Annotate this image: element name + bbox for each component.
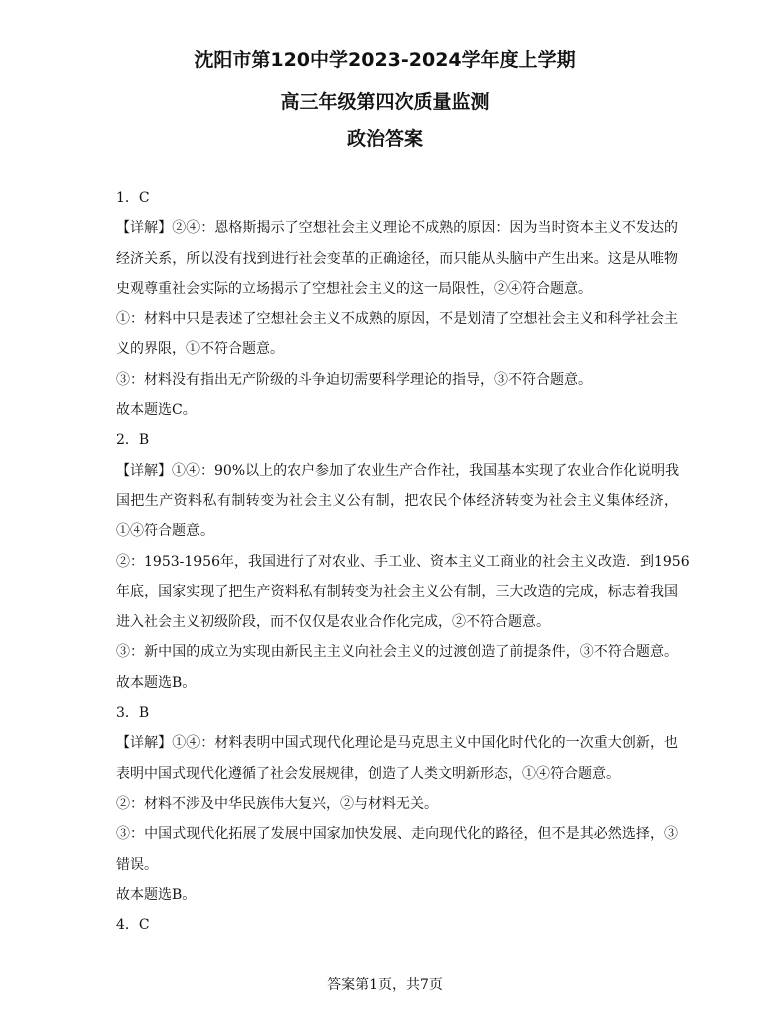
text-line: 【详解】①④：材料表明中国式现代化理论是马克思主义中国化时代化的一次重大创新，也 bbox=[116, 735, 678, 752]
text-line: 3．B bbox=[116, 705, 150, 722]
answer-body bbox=[116, 183, 690, 940]
text-line: 4．C bbox=[116, 917, 150, 934]
text-line: 故本题选B。 bbox=[116, 886, 197, 903]
text-line: 【详解】①④：90%以上的农户参加了农业生产合作社，我国基本实现了农业合作化说明我 bbox=[116, 462, 680, 479]
text-line: 史观尊重社会实际的立场揭示了空想社会主义的这一局限性，②④符合题意。 bbox=[116, 280, 592, 297]
text-line: 义的界限，①不符合题意。 bbox=[116, 341, 284, 358]
text-line: 2．B bbox=[116, 432, 150, 449]
text-line: ③：材料没有指出无产阶级的斗争迫切需要科学理论的指导，③不符合题意。 bbox=[116, 371, 592, 388]
text-line: ②：1953-1956年，我国进行了对农业、手工业、资本主义工商业的社会主义改造．到1956 bbox=[116, 553, 690, 570]
document-section-title: 政治答案 bbox=[346, 128, 423, 150]
text-line: ③：新中国的成立为实现由新民主主义向社会主义的过渡创造了前提条件，③不符合题意。 bbox=[116, 644, 678, 661]
text-line: 年底，国家实现了把生产资料私有制转变为社会主义公有制，三大改造的完成，标志着我国 bbox=[116, 583, 678, 600]
text-line: 1．C bbox=[116, 190, 150, 206]
text-line: 故本题选B。 bbox=[116, 674, 197, 691]
page-footer: 答案第1页，共7页 bbox=[327, 977, 443, 993]
text-line: 国把生产资料私有制转变为社会主义公有制，把农民个体经济转变为社会主义集体经济， bbox=[116, 492, 678, 509]
text-line: ②：材料不涉及中华民族伟大复兴，②与材料无关。 bbox=[116, 795, 438, 812]
document-title: 沈阳市第120中学2023-2024学年度上学期 bbox=[194, 49, 576, 71]
text-line: 表明中国式现代化遵循了社会发展规律，创造了人类文明新形态，①④符合题意。 bbox=[116, 765, 620, 782]
text-line: 【详解】②④：恩格斯揭示了空想社会主义理论不成熟的原因：因为当时资本主义不发达的 bbox=[116, 220, 678, 237]
text-line: ①：材料中只是表述了空想社会主义不成熟的原因，不是划清了空想社会主义和科学社会主 bbox=[116, 311, 678, 328]
text-line: 经济关系，所以没有找到进行社会变革的正确途径，而只能从头脑中产生出来。这是从唯物 bbox=[116, 250, 678, 267]
text-line: 错误。 bbox=[116, 856, 158, 873]
document-subtitle: 高三年级第四次质量监测 bbox=[280, 91, 490, 113]
text-line: ①④符合题意。 bbox=[116, 523, 214, 540]
text-line: ③：中国式现代化拓展了发展中国家加快发展、走向现代化的路径，但不是其必然选择，③ bbox=[116, 826, 678, 843]
text-line: 故本题选C。 bbox=[116, 402, 197, 419]
text-line: 进入社会主义初级阶段，而不仅仅是农业合作化完成，②不符合题意。 bbox=[116, 614, 550, 631]
